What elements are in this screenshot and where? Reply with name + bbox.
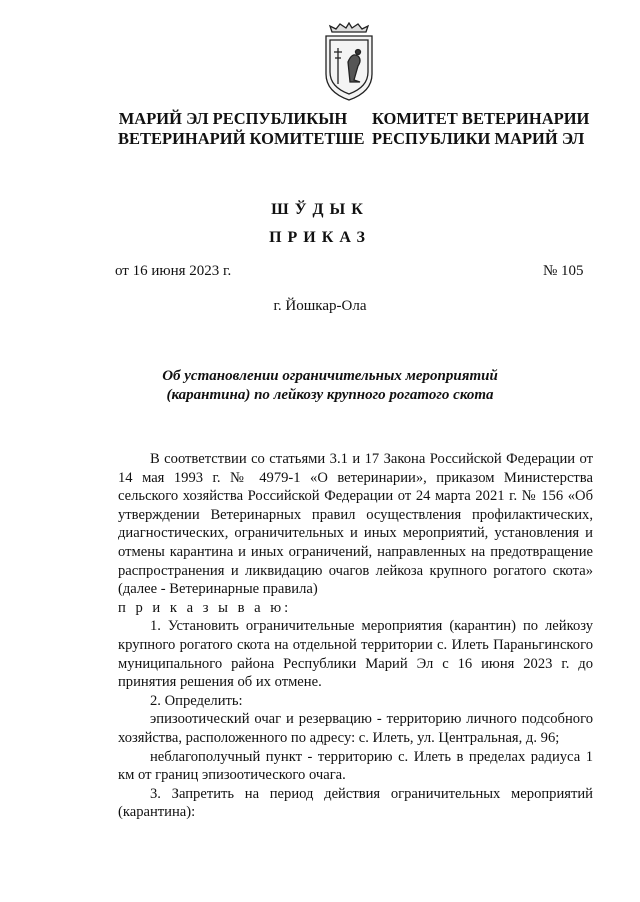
- doc-type-mari: ШЎДЫК: [271, 201, 369, 218]
- org-name-mari-line2: ВЕТЕРИНАРИЙ КОМИТЕТШЕ: [118, 129, 365, 148]
- item-2-a: эпизоотический очаг и резервацию - территорию личного подсобного хозяйства, расположенного по адресу: с. Илеть, ул. Центральная, д. 96;: [118, 711, 593, 746]
- doc-subject-line1: Об установлении ограничительных мероприятий: [162, 368, 498, 384]
- org-name-mari: [118, 109, 365, 149]
- item-2-b: неблагополучный пункт - территорию с. Илеть в пределах радиуса 1 км от границ эпизоотического очага.: [118, 748, 593, 784]
- org-name-mari-line1: МАРИЙ ЭЛ РЕСПУБЛИКЫН: [118, 109, 348, 128]
- doc-city: г. Йошкар-Ола: [273, 298, 367, 314]
- doc-number: № 105: [543, 263, 584, 279]
- doc-subject: [140, 367, 520, 405]
- doc-subject-line2: (карантина) по лейкозу крупного рогатого скота: [166, 387, 494, 403]
- item-3: 3. Запретить на период действия ограничительных мероприятий (карантина):: [118, 785, 593, 821]
- doc-date: от 16 июня 2023 г.: [115, 263, 232, 279]
- item-1: 1. Установить ограничительные мероприятия (карантин) по лейкозу крупного рогатого скота на отдельной территории с. Илеть Параньгинского муниципального района Республики Марий Эл с 16 июня 2023 г. до принятия решения об их отмене.: [118, 618, 593, 691]
- coat-of-arms-icon: [318, 22, 380, 102]
- org-name-ru: [372, 109, 590, 149]
- order-word: п р и к а з ы в а ю:: [118, 599, 292, 616]
- org-name-ru-line2: РЕСПУБЛИКИ МАРИЙ ЭЛ: [372, 129, 585, 148]
- doc-type-ru: ПРИКАЗ: [269, 229, 371, 246]
- doc-body: [118, 450, 593, 822]
- preamble: В соответствии со статьями 3.1 и 17 Закона Российской Федерации от 14 мая 1993 г. № 4979-1 «О ветеринарии», приказом Министерства сельского хозяйства Российской Федерации от 24 марта 2021 г. № 156 «Об утверждении Ветеринарных правил осуществления профилактических, диагностических, ограничительных и иных мероприятий, установления и отмены карантина и иных ограничений, направленных на предотвращение распространения и ликвидацию очагов лейкоза крупного рогатого скота» (далее - Ветеринарные правила): [118, 451, 593, 598]
- item-2: 2. Определить:: [150, 692, 243, 709]
- org-name-ru-line1: КОМИТЕТ ВЕТЕРИНАРИИ: [372, 109, 590, 128]
